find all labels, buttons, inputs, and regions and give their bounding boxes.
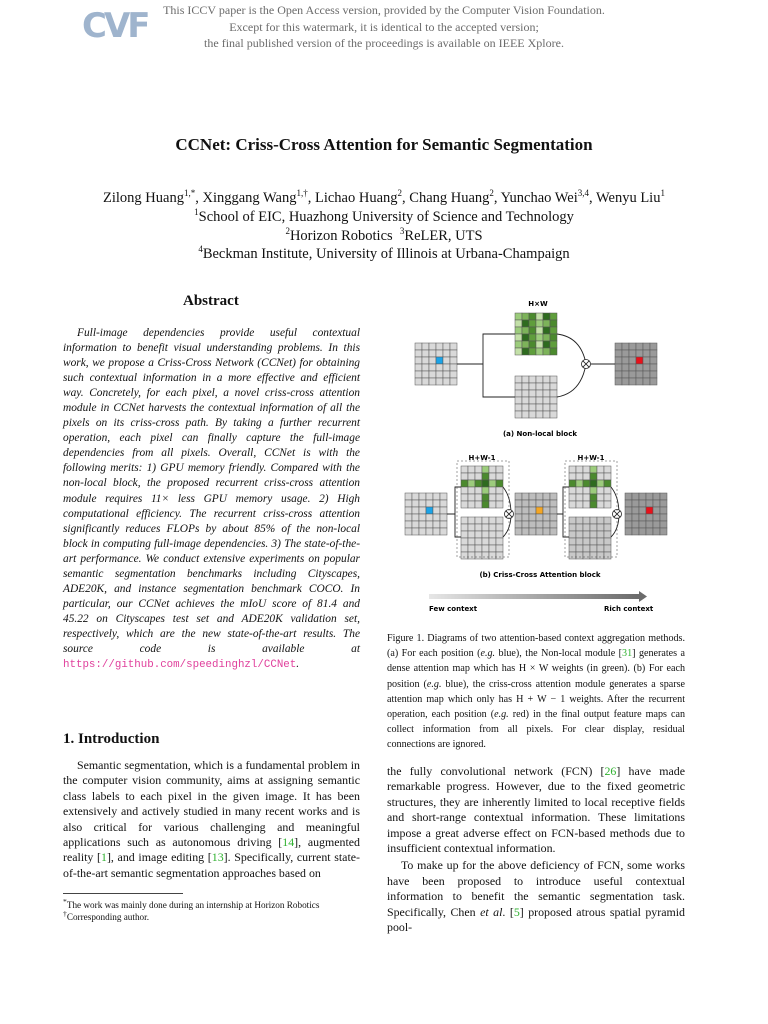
dense-attention-map [515, 313, 557, 355]
footnote-1: *The work was mainly done during an internship at Horizon Robotics [63, 897, 320, 911]
abstract-heading: Abstract [183, 293, 239, 309]
input-feature-grid-a [415, 343, 457, 385]
watermark-line-1: This ICCV paper is the Open Access version, provided by the Computer Vision Foundation. [163, 3, 605, 17]
paper-title: CCNet: Criss-Cross Attention for Semantic Segmentation [175, 135, 593, 154]
value-feature-grid-b1 [461, 517, 503, 559]
output-feature-grid-a [615, 343, 657, 385]
author-name: Yunchao Wei [500, 189, 578, 206]
watermark-line-3: the final published version of the proceedings is available on IEEE Xplore. [204, 36, 564, 50]
label-hw1-a: H+W-1 [468, 454, 496, 462]
section-heading-introduction: 1. Introduction [63, 731, 160, 747]
citation-link[interactable]: 26 [604, 764, 617, 778]
cvf-logo: CVF [82, 6, 148, 46]
citation-link[interactable]: 5 [513, 904, 520, 919]
author-name: Lichao Huang [314, 189, 398, 206]
citation-link[interactable]: 31 [622, 648, 633, 660]
citation-link[interactable]: 13 [211, 850, 224, 865]
citation-link[interactable]: 1 [101, 850, 107, 865]
arrow-head-icon [639, 591, 647, 602]
affiliation-1: $^1$School of EIC, Huazhong University of Science and Technology [194, 207, 574, 225]
label-criss-cross: (b) Criss-Cross Attention block [479, 571, 601, 579]
abstract-body: Full-image dependencies provide useful contextual information to benefit visual understanding problems. In this work, we propose a Criss-Cross Network (CCNet) for obtaining such contextual information in a more effective and efficient way. Concretely, for each pixel, a novel criss-cross attention module in CCNet harvests the contextual information of all the pixels on its criss-cross path. By taking a further recurrent operation, each pixel can finally capture the full-image dependencies from all pixels. Overall, CCNet is with the following merits: 1) GPU memory friendly. Compared with the non-local block, the proposed recurrent criss-cross attention module requires 11× less GPU memory usage. 2) High computational efficiency. The recurrent criss-cross attention significantly reduces FLOPs by about 85% of the non-local block in computing full-image dependencies. 3) The state-of-the-art performance. We conduct extensive experiments on popular semantic segmentation benchmarks including Cityscapes, ADE20K, and instance segmentation benchmark COCO. In particular, our CCNet achieves the mIoU score of 81.4 and 45.22 on Cityscapes test set and ADE20K validation set, respectively, which are the new state-of-the-art results. The source code is available at https://github.com/speedinghzl/CCNet. [63, 327, 360, 672]
context-gradient-arrow [429, 594, 639, 599]
intermediate-feature-grid [515, 493, 557, 535]
affiliation-2-3: $^2$Horizon Robotics $^3$ReLER, UTS [285, 226, 483, 244]
code-url-link[interactable]: https://github.com/speedinghzl/CCNet [63, 659, 297, 672]
watermark-line-2: Except for this watermark, it is identical to the accepted version; [229, 19, 539, 34]
footnote-rule [63, 893, 183, 894]
author-name: Wenyu Liu [595, 189, 661, 206]
figure-1-diagram [385, 297, 685, 617]
value-feature-grid-a [515, 376, 557, 418]
label-rich-context: Rich context [604, 605, 654, 613]
input-feature-grid-b [405, 493, 447, 535]
author-name: Xinggang Wang [202, 189, 297, 206]
intro-left-column: Semantic segmentation, which is a fundamental problem in the computer vision community, aims at assigning semantic class labels to each pixel in the given image. It has been extensively and actively studied in many recent works and is also critical for various challenging and meaningful applications such as autonomous driving [14], augmented reality [1], and image editing [13]. Specifically, current state-of-the-art semantic segmentation approaches based on [63, 758, 360, 880]
author-name: Zilong Huang [103, 189, 184, 206]
label-few-context: Few context [429, 605, 478, 613]
label-nonlocal: (a) Non-local block [502, 430, 578, 438]
affiliation-4: $^4$Beckman Institute, University of Illinois at Urbana-Champaign [198, 244, 570, 262]
figure-caption: Figure 1. Diagrams of two attention-based context aggregation methods. (a) For each position (e.g. blue), the Non-local module [31] generates a dense attention map which has H × W weights (in green). (b) For each position (e.g. blue), the criss-cross attention module generates a sparse attention map which only has H + W − 1 weights. After the recurrent operation, each position (e.g. red) in the final output feature maps can collect information from all pixels. For clear display, residual connections are ignored. [387, 633, 686, 751]
value-feature-grid-b2 [569, 517, 611, 559]
criss-cross-attention-map-2 [569, 466, 611, 508]
footnote-2: †Corresponding author. [63, 909, 149, 923]
connector-lines-a [457, 334, 515, 397]
criss-cross-attention-map-1 [461, 466, 503, 508]
watermark-text [150, 2, 618, 52]
connector-lines-b2 [557, 487, 569, 537]
author-name: Chang Huang [409, 189, 490, 206]
connector-lines-b1 [447, 487, 461, 537]
citation-link[interactable]: 14 [282, 835, 295, 850]
label-hxw: H×W [528, 300, 548, 308]
intro-right-column: the fully convolutional network (FCN) [26] have made remarkable progress. However, due to the fixed geometric structures, they are inherently limited to local receptive fields and short-range contextual information. These limitations impose a great adverse effect on FCN-based methods due to insufficient contextual information. To make up for the above deficiency of FCN, some works have been proposed to introduce useful contextual information to benefit the semantic segmentation task. Specifically, Chen et al. [5] proposed atrous spatial pyramid pool- [387, 764, 685, 935]
output-feature-grid-b [625, 493, 667, 535]
author-list: Zilong Huang$^{1,*}$, Xinggang Wang$^{1,\dagger}$, Lichao Huang$^2$, Chang Huang$^2$, Yunchao Wei$^{3,4}$, Wenyu Liu$^1$ [103, 188, 665, 206]
label-hw1-b: H+W-1 [577, 454, 605, 462]
